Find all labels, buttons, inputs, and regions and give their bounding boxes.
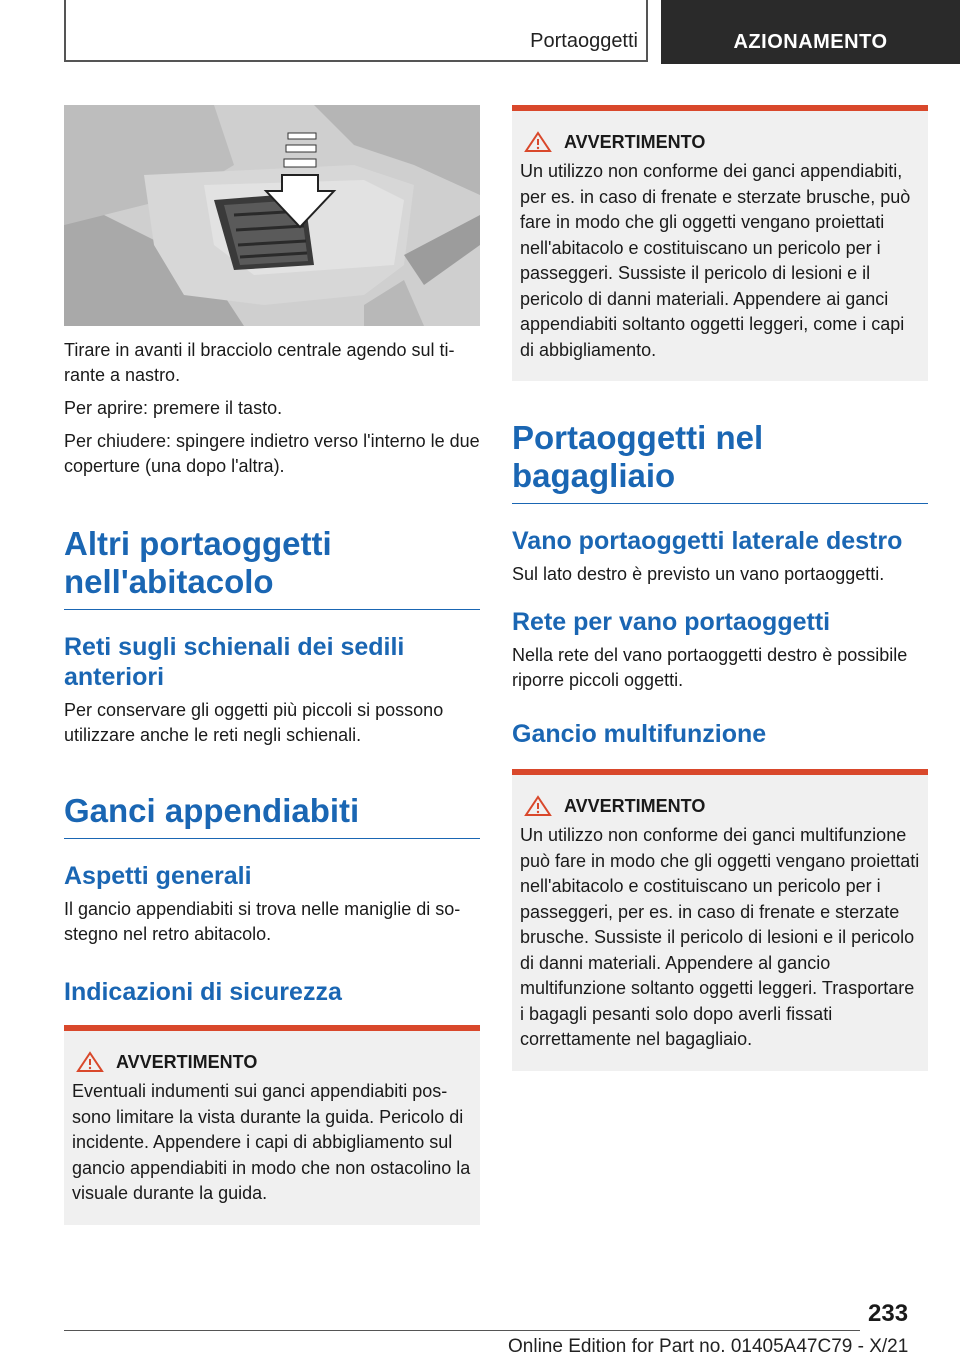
warning-triangle-icon [72,1051,108,1073]
left-column [64,105,480,1225]
warning-box-right-2 [512,769,928,1071]
warning-title: AVVERTIMENTO [564,795,706,816]
footer-divider [64,1330,860,1331]
section-title-bagagliaio: Portaoggetti nel bagagliaio [512,419,928,504]
warning-title: AVVERTIMENTO [564,131,706,152]
intro-paragraph-3: Per chiudere: spingere indietro verso l'interno le due coperture (una dopo l'altra). [64,431,480,476]
warning-triangle-icon [520,131,556,153]
subsection-title-aspetti: Aspetti generali [64,862,252,890]
subsection-title-reti: Reti sugli schienali dei sedili anteriori [64,633,405,691]
warning-text: Eventuali indumenti sui ganci appendiabiti possono limitare la vista durante la guida. Pericolo di incidente. Appendere i capi di abbigliamento sul gancio appendiabiti in modo che non ostacolino la visuale durante la guida. [72,1081,471,1203]
subsection-title-sicurezza: Indicazioni di sicurezza [64,978,342,1006]
warning-title-row [520,131,920,153]
reti-paragraph: Per conservare gli oggetti più piccoli si possono utilizzare anche le reti negli schienali. [64,700,444,745]
warning-title-row [520,795,920,817]
header-chapter-label: AZIONAMENTO [733,30,888,53]
page-number: 233 [868,1300,909,1327]
section-title-altri-portaoggetti: Altri portaoggetti nell'abitacolo [64,525,480,610]
rete-paragraph: Nella rete del vano portaoggetti destro è possibile riporre piccoli oggetti. [512,645,908,690]
subsection-title-vano-laterale: Vano portaoggetti laterale destro [512,527,903,555]
right-column [512,105,928,1071]
warning-box-left [64,1025,480,1225]
warning-title: AVVERTIMENTO [116,1051,258,1072]
warning-triangle-icon [520,795,556,817]
subsection-title-gancio-multifunzione: Gancio multifunzione [512,720,767,748]
subsection-title-rete: Rete per vano portaoggetti [512,608,831,636]
intro-paragraph-2: Per aprire: premere il tasto. [64,398,283,418]
warning-box-right-1 [512,105,928,381]
warning-title-row [72,1051,472,1073]
header-chapter-tab [661,0,960,64]
vano-laterale-paragraph: Sul lato destro è previsto un vano portaoggetti. [512,564,885,584]
header-section-title: Portaoggetti [530,30,638,52]
aspetti-paragraph: Il gancio appendiabiti si trova nelle maniglie di sostegno nel retro abitacolo. [64,899,461,944]
intro-paragraph-1: Tirare in avanti il bracciolo centrale agendo sul tirante a nastro. [64,340,455,385]
footer-edition-text: Online Edition for Part no. 01405A47C79 - X/21 [508,1336,909,1357]
armrest-storage-photo [64,105,480,326]
warning-text: Un utilizzo non conforme dei ganci appendiabiti, per es. in caso di frenate e sterzate brusche, può fare in modo che gli oggetti vengano proiettati nell'abitacolo e costituiscano un pericolo per i passeggeri. Sussiste il pericolo di lesioni e il pericolo di danni materiali. Appendere ai ganci appendiabiti soltanto oggetti leggeri, come i capi di abbigliamento. [520,161,911,360]
warning-text: Un utilizzo non conforme dei ganci multifunzione può fare in modo che gli oggetti vengano proiettati nell'abitacolo e costituiscano un pericolo per i passeggeri, per es. in caso di frenate e sterzate brusche. Sussiste il pericolo di lesioni e il pericolo di danni materiali. Appendere al gancio multifunzione soltanto oggetti leggeri. Trasportare i bagagli pesanti solo dopo averli fissati correttamente nel bagagliaio. [520,825,920,1049]
section-title-ganci: Ganci appendiabiti [64,792,480,839]
armrest-storage-illustration [64,105,480,326]
